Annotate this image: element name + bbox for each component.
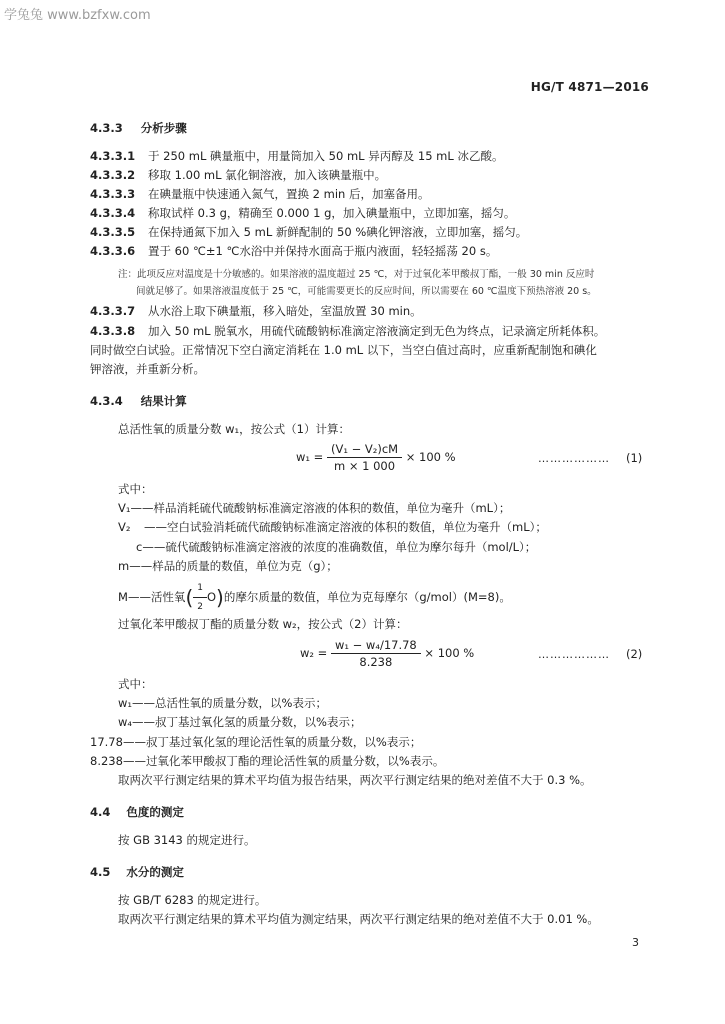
step-text: 在保持通氮下加入 5 mL 新鲜配制的 50 %碘化钾溶液，立即加塞，摇匀。 [148,225,528,239]
standard-code: HG/T 4871—2016 [530,80,649,94]
section-4-4-text: 按 GB 3143 的规定进行。 [118,833,256,847]
formula-denominator: m × 1 000 [333,459,396,473]
note-line-1: 注：此项反应对温度是十分敏感的。如果溶液的温度超过 25 ℃，对于过氧化苯甲酸叔丁酯，一般 30 min 反应时 [118,269,595,280]
var-V1 [118,500,510,516]
section-4-5-text-1: 按 GB/T 6283 的规定进行。 [118,893,267,907]
var-symbol: c [136,540,143,554]
step-4-3-3-2 [90,167,386,183]
var-desc: ——样品的质量的数值，单位为克（g）； [129,559,338,573]
half-fraction [193,580,207,615]
step-number: 4.3.3.6 [90,244,136,258]
step-number: 4.3.3.8 [90,324,136,338]
section-title: 水分的测定 [126,865,184,879]
section-title: 色度的测定 [126,805,184,819]
formula-tail: × 100 % [424,646,475,660]
section-heading-4-3-4 [90,393,187,409]
step-text: 称取试样 0.3 g，精确至 0.000 1 g，加入碘量瓶中，立即加塞，摇匀。 [148,206,516,220]
formula-numerator: (V₁ − V₂)cM [327,442,402,458]
formula-2-dots: ……………… [538,648,610,661]
step-number: 4.3.3.3 [90,187,136,201]
oxygen-symbol: O [206,590,217,604]
step-text-line-1: 加入 50 mL 脱氧水，用硫代硫酸钠标准滴定溶液滴定到无色为终点，记录滴定所耗体积。 [148,324,606,338]
section-number: 4.4 [90,805,111,819]
step-text-line-3: 钾溶液，并重新分析。 [90,362,205,376]
step-4-3-3-1 [90,148,503,164]
step-4-3-3-6 [90,243,497,259]
step-number: 4.3.3.5 [90,225,136,239]
section-number: 4.5 [90,865,111,879]
var-8-238 [90,753,444,769]
step-number: 4.3.3.7 [90,304,136,318]
var-w4 [118,714,361,730]
formula-numerator: w₁ − w₄/17.78 [331,638,421,654]
formula-1 [296,442,456,473]
calc-intro-1: 总活性氧的质量分数 w₁，按公式（1）计算： [118,422,350,436]
var-c [136,539,536,555]
var-symbol: V₂ [118,520,131,534]
formula-fraction [327,442,402,473]
section-heading-4-5 [90,864,184,880]
var-symbol: V₁ [118,501,131,515]
section-number: 4.3.3 [90,121,123,135]
var-symbol: w₄ [118,715,133,729]
var-V2 [118,519,547,535]
var-desc: ——样品消耗硫代硫酸钠标准滴定溶液的体积的数值，单位为毫升（mL）； [130,501,511,515]
step-text: 从水浴上取下碘量瓶，移入暗处，室温放置 30 min。 [148,304,422,318]
var-symbol: m [118,559,130,573]
var-symbol: 17.78 [90,735,123,749]
var-desc: ——硫代硫酸钠标准滴定溶液的浓度的准确数值，单位为摩尔每升（mol/L）； [142,540,537,554]
formula-2 [300,638,474,669]
half-numerator: 1 [193,580,207,598]
where-label-1: 式中： [118,482,153,496]
var-m [118,558,338,574]
var-desc: ——总活性氧的质量分数，以%表示； [132,696,327,710]
formula-2-label: (2) [626,647,643,661]
var-symbol: w₁ [118,696,133,710]
step-number: 4.3.3.4 [90,206,136,220]
formula-denominator: 8.238 [359,655,393,669]
var-desc: ——叔丁基过氧化氢的理论活性氧的质量分数，以%表示； [122,735,422,749]
page-number: 3 [632,936,639,949]
watermark: 学兔兔 www.bzfxw.com [4,8,151,23]
where-label-2: 式中： [118,677,153,691]
var-symbol: 8.238 [90,754,123,768]
var-symbol: M [118,590,128,604]
var-17-78 [90,734,421,750]
step-text: 置于 60 ℃±1 ℃水浴中并保持水面高于瓶内液面，轻轻摇荡 20 s。 [148,244,498,258]
step-4-3-3-5 [90,224,527,240]
var-desc: ——空白试验消耗硫代硫酸钠标准滴定溶液的体积的数值，单位为毫升（mL）； [144,520,547,534]
step-4-3-3-3 [90,186,429,202]
step-text: 于 250 mL 碘量瓶中，用量筒加入 50 mL 异丙醇及 15 mL 冰乙酸。 [148,149,504,163]
step-text: 在碘量瓶中快速通入氮气，置换 2 min 后，加塞备用。 [148,187,430,201]
var-w1 [118,695,327,711]
step-4-3-3-4 [90,205,515,221]
calc-intro-2: 过氧化苯甲酸叔丁酯的质量分数 w₂，按公式（2）计算： [118,617,408,631]
formula-lhs: w₂ = [300,646,328,660]
formula-lhs: w₁ = [296,450,324,464]
var-desc-pre: ——活性氧 [127,590,186,604]
step-number: 4.3.3.1 [90,149,136,163]
section-number: 4.3.4 [90,394,123,408]
var-desc: ——过氧化苯甲酸叔丁酯的理论活性氧的质量分数，以%表示。 [122,754,445,768]
var-desc: 的摩尔质量的数值，单位为克每摩尔（g/mol）(M=8)。 [223,590,511,604]
step-4-3-3-7 [90,303,422,319]
calc-result: 取两次平行测定结果的算术平均值为报告结果，两次平行测定结果的绝对差值不大于 0.3 %。 [118,773,592,787]
formula-tail: × 100 % [405,450,456,464]
var-desc: ——叔丁基过氧化氢的质量分数，以%表示； [132,715,362,729]
formula-1-dots: ……………… [538,452,610,465]
note-line-2: 间就足够了。如果溶液温度低于 25 ℃，可能需要更长的反应时间，所以需要在 60 ℃温度下预热溶液 20 s。 [136,286,597,297]
section-title: 结果计算 [140,394,187,408]
step-text: 移取 1.00 mL 氯化铜溶液，加入该碘量瓶中。 [148,168,387,182]
var-M: M——活性氧( $\frac{1}{2}$ O)的摩尔质量的数值，单位为克每摩尔（g/mol）(M=8)。 [118,580,511,615]
section-heading-4-4 [90,804,184,820]
step-text-line-2: 同时做空白试验。正常情况下空白滴定消耗在 1.0 mL 以下，当空白值过高时，应重新配制饱和碘化 [90,343,597,357]
section-heading-4-3-3 [90,120,187,136]
half-denominator: 2 [197,602,203,612]
step-number: 4.3.3.2 [90,168,136,182]
section-4-5-text-2: 取两次平行测定结果的算术平均值为测定结果，两次平行测定结果的绝对差值不大于 0.01 %。 [118,912,599,926]
step-4-3-3-8 [90,323,605,339]
formula-fraction [331,638,421,669]
formula-1-label: (1) [626,451,643,465]
section-title: 分析步骤 [140,121,187,135]
